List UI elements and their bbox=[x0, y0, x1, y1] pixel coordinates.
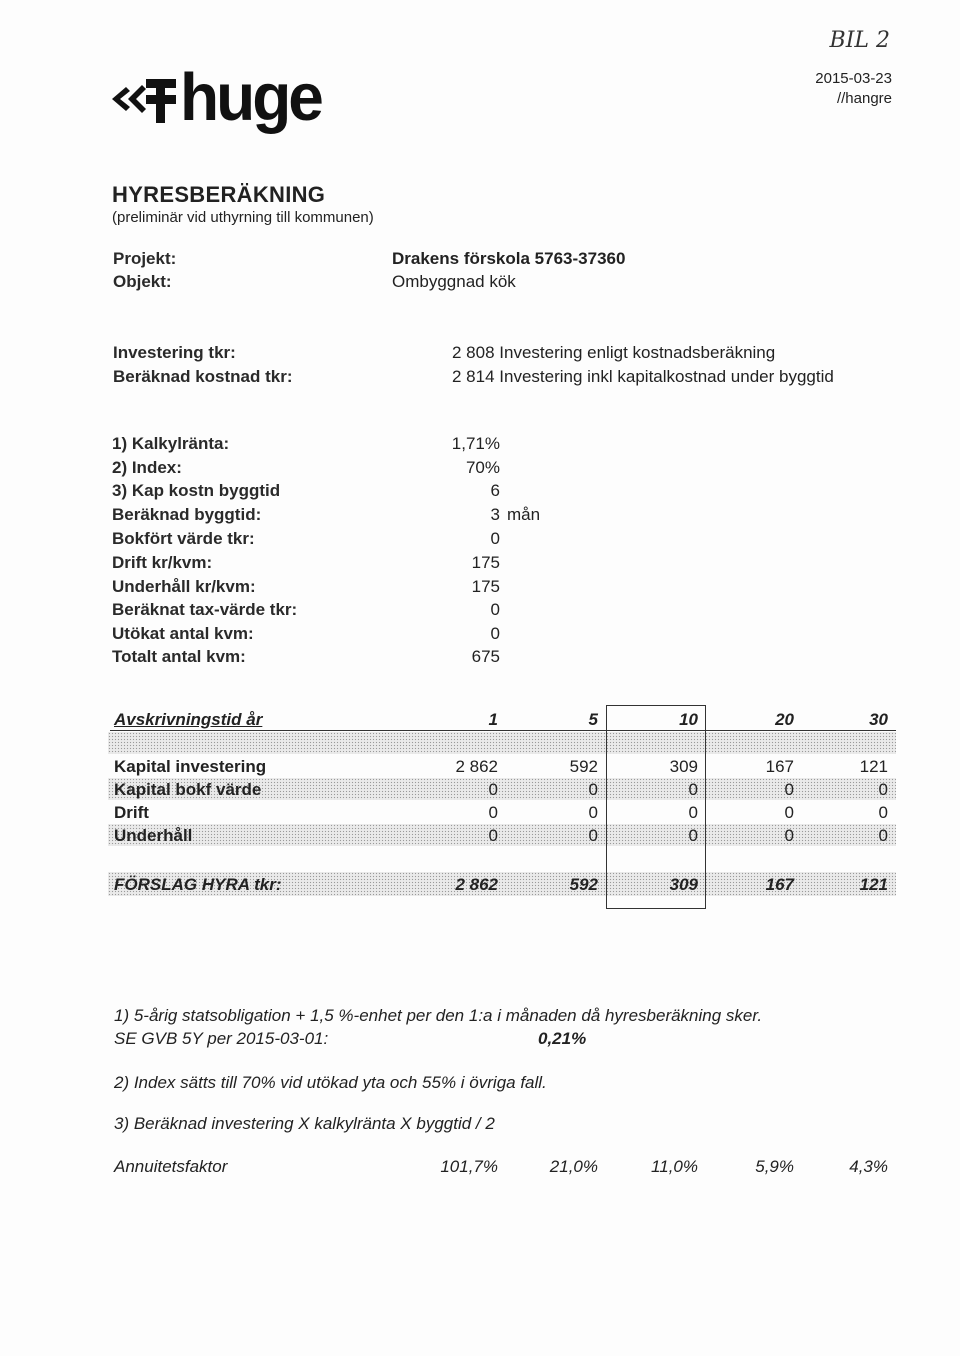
huge-logo-icon bbox=[108, 69, 178, 125]
highlight-box-10-years bbox=[606, 705, 706, 909]
row-value: 0 bbox=[488, 780, 498, 799]
year-header: 5 bbox=[588, 710, 598, 729]
param-label: Totalt antal kvm: bbox=[112, 647, 246, 666]
row-value: 0 bbox=[688, 780, 698, 799]
row-value: 0 bbox=[488, 803, 498, 822]
row-label: Kapital investering bbox=[114, 757, 267, 776]
document-title: HYRESBERÄKNING bbox=[112, 182, 326, 207]
param-label: Drift kr/kvm: bbox=[112, 553, 213, 572]
param-value: 175 bbox=[471, 577, 500, 596]
param-label: Underhåll kr/kvm: bbox=[112, 577, 256, 596]
param-label: 2) Index: bbox=[112, 458, 182, 477]
note-1: 1) 5-årig statsobligation + 1,5 %-enhet per den 1:a i månaden då hyresberäkning sker. bbox=[114, 1006, 763, 1025]
total-value: 309 bbox=[669, 875, 698, 894]
year-header: 10 bbox=[679, 710, 698, 729]
row-value: 0 bbox=[878, 780, 888, 799]
param-value: 175 bbox=[471, 553, 500, 572]
gvb-label: SE GVB 5Y per 2015-03-01: bbox=[114, 1029, 329, 1048]
annuity-value: 5,9% bbox=[755, 1157, 794, 1176]
row-value: 0 bbox=[588, 826, 598, 845]
row-value: 0 bbox=[488, 826, 498, 845]
table-row bbox=[108, 755, 896, 777]
investment-label: Investering tkr: bbox=[113, 343, 236, 362]
row-value: 0 bbox=[688, 826, 698, 845]
calculated-cost-label: Beräknad kostnad tkr: bbox=[113, 367, 293, 386]
year-header: 20 bbox=[775, 710, 794, 729]
header-rule bbox=[110, 730, 896, 731]
document-date: 2015-03-23 bbox=[815, 70, 892, 87]
note-3: 3) Beräknad investering X kalkylränta X byggtid / 2 bbox=[114, 1114, 495, 1133]
row-value: 0 bbox=[588, 780, 598, 799]
row-value: 0 bbox=[784, 803, 794, 822]
depreciation-table bbox=[108, 708, 896, 908]
investment-value: 2 808 Investering enligt kostnadsberäkning bbox=[452, 343, 776, 362]
document-author: //hangre bbox=[836, 90, 892, 107]
annuity-value: 21,0% bbox=[549, 1157, 598, 1176]
param-value: 1,71% bbox=[451, 434, 500, 453]
table-row bbox=[108, 801, 896, 823]
annuity-label: Annuitetsfaktor bbox=[114, 1157, 228, 1176]
row-label: Underhåll bbox=[114, 826, 193, 845]
row-value: 309 bbox=[669, 757, 698, 776]
row-value: 0 bbox=[588, 803, 598, 822]
row-value: 0 bbox=[784, 826, 794, 845]
project-value: Drakens förskola 5763-37360 bbox=[392, 249, 626, 268]
project-label: Projekt: bbox=[113, 249, 177, 268]
row-value: 592 bbox=[569, 757, 598, 776]
total-row bbox=[108, 872, 896, 896]
param-value: 675 bbox=[471, 647, 500, 666]
annuity-value: 101,7% bbox=[440, 1157, 498, 1176]
row-value: 167 bbox=[765, 757, 794, 776]
param-label: 1) Kalkylränta: bbox=[112, 434, 230, 453]
total-value: 167 bbox=[765, 875, 794, 894]
total-value: 121 bbox=[859, 875, 888, 894]
annuity-value: 4,3% bbox=[849, 1157, 888, 1176]
param-value: 0 bbox=[490, 624, 500, 643]
param-label: Beräknat tax-värde tkr: bbox=[112, 600, 298, 619]
total-label: FÖRSLAG HYRA tkr: bbox=[114, 875, 282, 894]
handwritten-mark: BIL 2 bbox=[829, 28, 890, 53]
total-value: 592 bbox=[569, 875, 598, 894]
year-header: 30 bbox=[869, 710, 888, 729]
table-band bbox=[108, 732, 896, 754]
param-value: 0 bbox=[490, 600, 500, 619]
company-logo bbox=[108, 59, 321, 135]
table-row bbox=[108, 778, 896, 800]
param-label: Utökat antal kvm: bbox=[112, 624, 254, 643]
gvb-value: 0,21% bbox=[538, 1029, 587, 1048]
row-label: Kapital bokf värde bbox=[114, 780, 262, 799]
document-subtitle: (preliminär vid uthyrning till kommunen) bbox=[112, 209, 374, 226]
object-value: Ombyggnad kök bbox=[392, 272, 516, 291]
row-value: 0 bbox=[784, 780, 794, 799]
param-label: Bokfört värde tkr: bbox=[112, 529, 255, 548]
year-header: 1 bbox=[488, 710, 498, 729]
annuity-value: 11,0% bbox=[651, 1157, 698, 1176]
note-2: 2) Index sätts till 70% vid utökad yta och 55% i övriga fall. bbox=[114, 1073, 547, 1092]
calculated-cost-value: 2 814 Investering inkl kapitalkostnad under byggtid bbox=[452, 367, 834, 386]
logo-wordmark: huge bbox=[180, 59, 321, 135]
param-value: 6 bbox=[490, 481, 500, 500]
table-header-row bbox=[108, 708, 896, 730]
row-value: 0 bbox=[878, 803, 888, 822]
param-value: 70% bbox=[465, 458, 500, 477]
table-row bbox=[108, 824, 896, 846]
row-value: 0 bbox=[878, 826, 888, 845]
row-value: 0 bbox=[688, 803, 698, 822]
param-value: 0 bbox=[490, 529, 500, 548]
param-label: 3) Kap kostn byggtid bbox=[112, 481, 281, 500]
object-label: Objekt: bbox=[113, 272, 172, 291]
row-value: 121 bbox=[859, 757, 888, 776]
param-unit: mån bbox=[507, 505, 541, 524]
table-header-label: Avskrivningstid år bbox=[114, 710, 263, 729]
total-value: 2 862 bbox=[455, 875, 498, 894]
param-value: 3 bbox=[490, 505, 500, 524]
param-label: Beräknad byggtid: bbox=[112, 505, 262, 524]
row-value: 2 862 bbox=[455, 757, 498, 776]
row-label: Drift bbox=[114, 803, 149, 822]
